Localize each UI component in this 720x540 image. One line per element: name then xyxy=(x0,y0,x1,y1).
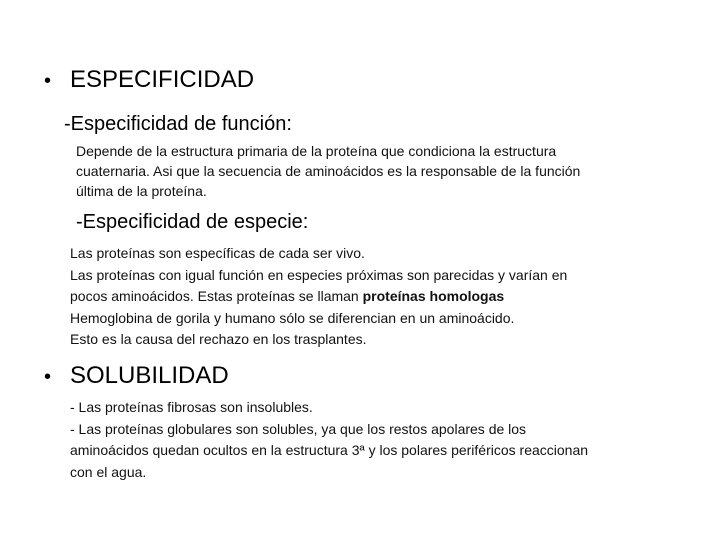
bold-term: proteínas homologas xyxy=(362,288,505,304)
heading-especificidad xyxy=(44,66,254,95)
text-line: Esto es la causa del rechazo en los trasplantes. xyxy=(70,331,367,347)
text-line: Hemoglobina de gorila y humano sólo se diferencian en un aminoácido. xyxy=(70,309,515,326)
bullet-icon: • xyxy=(44,366,52,388)
text-line: cuaternaria. Asi que la secuencia de aminoácidos es la responsable de la función xyxy=(76,163,581,179)
text-line: Las proteínas con igual función en especies próximas son parecidas y varían en xyxy=(70,266,568,283)
paragraph-funcion xyxy=(76,141,580,201)
paragraph-solubilidad xyxy=(70,397,588,483)
text-line-mixed xyxy=(70,286,567,308)
text-line: - Las proteínas globulares son solubles, ya que los restos apolares de los xyxy=(70,420,527,437)
text-line: aminoácidos quedan ocultos en la estructura 3ª y los polares periféricos reaccionan xyxy=(70,442,589,458)
subheading-funcion: -Especificidad de función: xyxy=(64,113,292,135)
text-segment: pocos aminoácidos. Estas proteínas se llaman xyxy=(70,288,363,304)
paragraph-especie xyxy=(70,243,567,351)
bullet-icon: • xyxy=(44,70,52,92)
heading-text: ESPECIFICIDAD xyxy=(70,66,255,93)
text-line: última de la proteína. xyxy=(76,183,207,199)
heading-solubilidad xyxy=(44,362,229,391)
text-line: con el agua. xyxy=(70,463,147,480)
text-line: Depende de la estructura primaria de la proteína que condiciona la estructura xyxy=(76,143,557,159)
heading-text: SOLUBILIDAD xyxy=(70,362,229,389)
text-line: Las proteínas son específicas de cada ser vivo. xyxy=(70,245,365,261)
text-line: - Las proteínas fibrosas son insolubles. xyxy=(70,399,313,415)
subheading-especie: -Especificidad de especie: xyxy=(76,211,309,233)
